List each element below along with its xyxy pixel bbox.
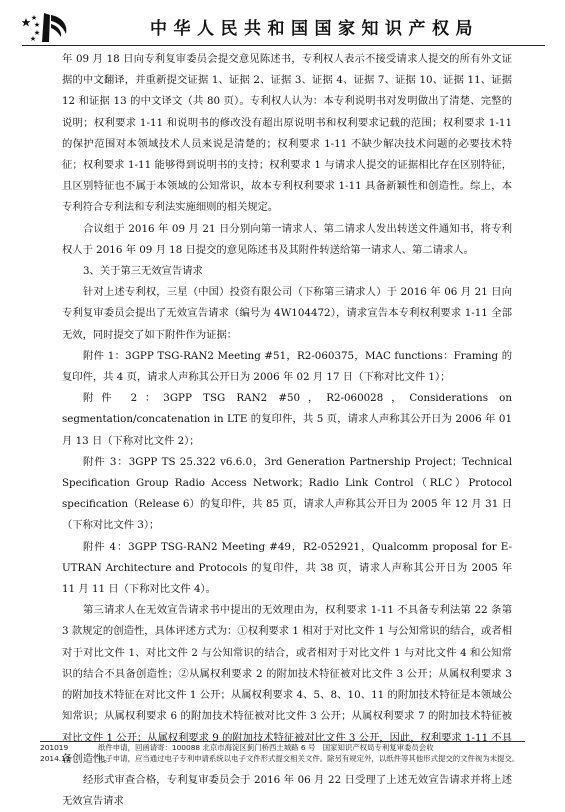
paragraph-invalidity-grounds: 第三请求人在无效宣告请求书中提出的无效理由为，权利要求 1-11 不具备专利法第 22 条第 3 款规定的创造性，具体评述方式为：①权利要求 1 相对于对比文件 1 与公知常识的结合，或者相对于对比文件 1、对比文件 2 与公知常识的结合，或者相对于对比文件 1 与对比文件 4 和公知常识的结合不具备创造性；②从属权利要求 2 的附加技术特征被对比文件 3 公开；从属权利要求 3 的附加技术特征在对比文件 1 公开；从属权利要求 4、5、8、10、11 的附加技术特征是本领域公知常识；从属权利要求 6 的附加技术特征被对比文件 3 公开；从属权利要求 7 的附加技术特征被对比文件 1 公开；从属权利要求 9 的附加技术特征被对比文件 3 公开，因此，权利要求 1-11 不具备创造性。 — [62, 604, 512, 765]
paragraph-annex-3: 附件 3：3GPP TS 25.322 v6.6.0，3rd Generation Partnership Project；Technical Specification Group Radio Access Network；Radio Link Control（RLC）Protocol specification（Release 6）的复印件，共 85 页，请求人声称其公开日为 2005 年 12 月 31 日（下称对比文件 3）； — [62, 455, 512, 532]
page-footer — [40, 743, 540, 764]
footer-paper-notice: 纸件申请，回函请寄：100088 北京市海淀区蓟门桥西土城路 6 号 国家知识产权局专利复审委员会收 — [98, 743, 434, 752]
page-header — [0, 0, 565, 48]
footer-row-electronic — [40, 754, 540, 765]
footer-row-paper — [40, 743, 540, 754]
paragraph-formal-review: 经形式审查合格，专利复审委员会于 2016 年 06 月 22 日受理了上述无效宣告请求并将上述无效宣告请求 — [62, 773, 512, 808]
paragraph-annex-1: 附件 1：3GPP TSG-RAN2 Meeting #51，R2-060375，MAC functions：Framing 的复印件，共 4 页，请求人声称其公开日为 2006 年 02 月 17 日（下称对比文件 1）； — [62, 349, 512, 384]
footer-divider — [40, 741, 525, 742]
document-body — [62, 49, 512, 812]
paragraph-transfer-notice: 合议组于 2016 年 09 月 21 日分别向第一请求人、第二请求人发出转送文件通知书，将专利权人于 2016 年 09 月 18 日提交的意见陈述书及其附件转送给第一请求人、第二请求人。 — [62, 222, 512, 256]
paragraph-patentee-opinion: 年 09 月 18 日向专利复审委员会提交意见陈述书，专利权人表示不接受请求人提交的所有外文证据的中文翻译，并重新提交证据 1、证据 2、证据 3、证据 4、证据 7、证据 10、证据 11、证据 12 和证据 13 的中文译文（共 80 页）。专利权人认为：本专利说明书对发明做出了清楚、完整的说明；权利要求 1-11 和说明书的修改没有超出原说明书和权利要求记载的范围；权利要求 1-11 的保护范围对本领域技术人员来说是清楚的；权利要求 1-11 不缺少解决技术问题的必要技术特征；权利要求 1-11 能够得到说明书的支持；权利要求 1 与请求人提交的证据相比存在区别特征，且区别特征也不属于本领域的公知常识，故本专利权利要求 1-11 具备新颖性和创造性。综上，本专利符合专利法和专利法实施细则的相关规定。 — [62, 53, 512, 214]
footer-form-date: 2014.11 — [40, 753, 71, 763]
paragraph-third-request: 针对上述专利权，三星（中国）投资有限公司（下称第三请求人）于 2016 年 06 月 21 日向专利复审委员会提出了无效宣告请求（编号为 4W104472），请求宣告本专利权利要求 1-11 全部无效，同时提交了如下附件作为证据： — [62, 286, 512, 341]
paragraph-annex-2: 附件 2：3GPP TSG RAN2 #50，R2-060028，Considerations on segmentation/concatenation in LTE 的复印件，共 5 页，请求人声称其公开日为 2006 年 01 月 13 日（下称对比文件 2）； — [62, 392, 512, 447]
section-heading-third-request: 3、关于第三无效宣告请求 — [83, 265, 203, 278]
header-divider — [22, 45, 545, 46]
page-title: 中华人民共和国国家知识产权局 — [150, 19, 479, 39]
footer-electronic-notice: 电子申请，应当通过电子专利申请系统以电子文件形式提交相关文件。除另有规定外，以纸件等其他形式提交的文件视为未提交。 — [98, 753, 520, 763]
footer-form-code: 201019 — [40, 743, 69, 752]
paragraph-annex-4: 附件 4：3GPP TSG-RAN2 Meeting #49，R2-052921，Qualcomm proposal for E-UTRAN Architecture and Protocols 的复印件，共 38 页，请求人声称其公开日为 2005 年 11 月 11 日（下称对比文件 4）。 — [62, 540, 512, 596]
cnipa-logo-icon — [22, 12, 70, 44]
